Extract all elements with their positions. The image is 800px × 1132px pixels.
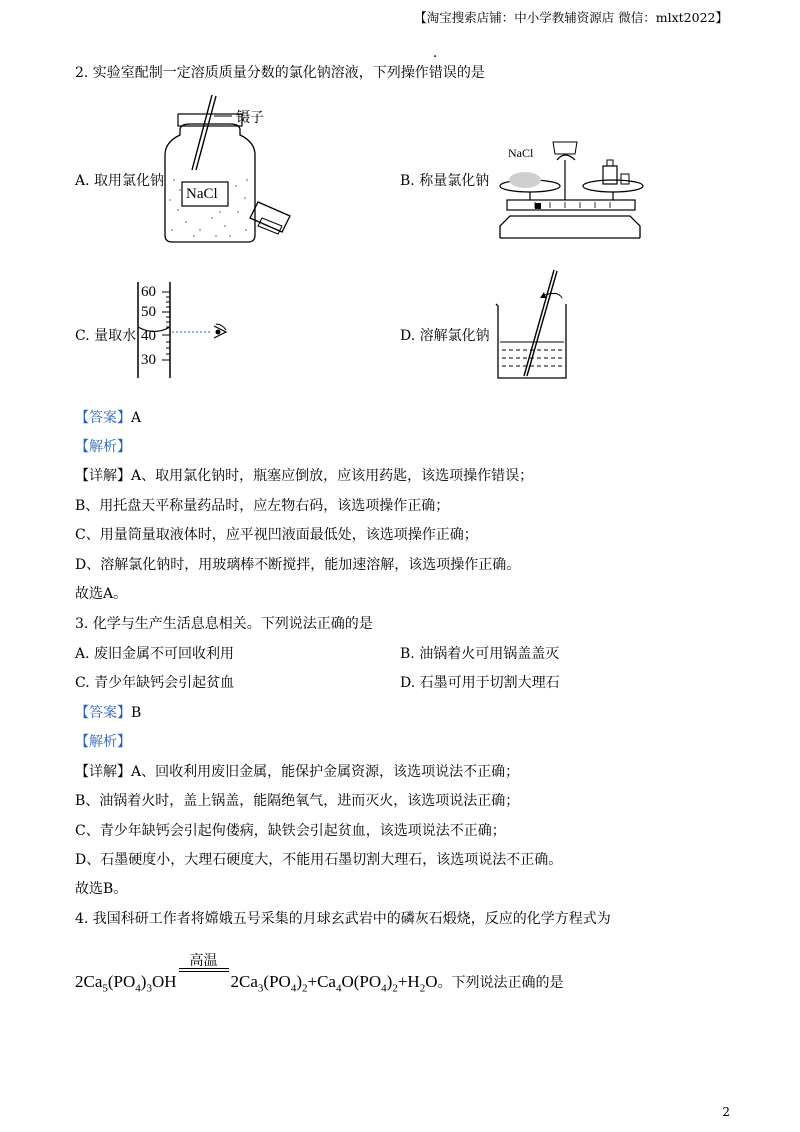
q4-stem: 4. 我国科研工作者将嫦娥五号采集的月球玄武岩中的磷灰石煅烧，反应的化学方程式为 <box>75 911 611 927</box>
answer-tag: 【答案】 <box>75 410 131 426</box>
q2-stem-tail: 的是 <box>456 65 485 81</box>
q3-option-a: A. 废旧金属不可回收利用 <box>75 646 235 662</box>
q2-answer: A <box>131 410 142 426</box>
analysis-tag: 【解析】 <box>75 439 131 455</box>
detail-tag: 【详解】 <box>75 764 131 780</box>
q3-conclusion: 故选B。 <box>75 881 128 897</box>
q3-answer: B <box>131 705 142 721</box>
q2-option-a-label: A. 取用氯化钠 <box>75 173 165 189</box>
page-number: 2 <box>722 1105 730 1119</box>
q3-stem: 3. 化学与生产生活息息相关。下列说法正确的是 <box>75 616 373 632</box>
q2-stem-emphasis: 错误 <box>428 65 457 81</box>
q2-stem-text: 2. 实验室配制一定溶质质量分数的氯化钠溶液，下列操作 <box>75 65 429 81</box>
q2-option-b-label: B. 称量氯化钠 <box>400 173 490 189</box>
shop-header: 【淘宝搜索店铺：中小学教辅资源店 微信：mlxt2022】 <box>414 10 728 25</box>
scale-30: 30 <box>141 352 156 368</box>
q2-detail-d: D、溶解氯化钠时，用玻璃棒不断搅拌，能加速溶解，该选项操作正确。 <box>75 557 521 573</box>
q3-detail-c: C、青少年缺钙会引起佝偻病，缺铁会引起贫血，该选项说法不正确； <box>75 823 506 839</box>
q2-option-d-label: D. 溶解氯化钠 <box>400 328 490 344</box>
q2-detail-b: B、用托盘天平称量药品时，应左物右码，该选项操作正确； <box>75 498 450 514</box>
q2-option-c-label: C. 量取水 <box>75 328 137 344</box>
chemical-equation: $2Ca_5(PO_4)_3OH$ 高温 $2Ca_3(PO_4)_2+Ca_4O(PO_4)_2+H_2O$。下列说法正确的是 <box>75 972 563 994</box>
q2-detail-line-a <box>75 465 533 485</box>
bottle-label: NaCl <box>186 186 218 202</box>
scale-50: 50 <box>141 304 156 320</box>
q3-detail-b: B、油锅着火时，盖上锅盖，能隔绝氧气，进而灭火，该选项说法正确； <box>75 793 520 809</box>
q4-equation-tail: 。下列说法正确的是 <box>437 975 564 991</box>
q2-detail-c: C、用量筒量取液体时，应平视凹液面最低处，该选项操作正确； <box>75 527 478 543</box>
answer-tag: 【答案】 <box>75 705 131 721</box>
scale-60: 60 <box>141 284 156 300</box>
reaction-condition <box>177 953 231 992</box>
q3-detail-line-a <box>75 761 519 781</box>
q3-analysis-line <box>75 731 131 751</box>
q3-option-b: B. 油锅着火可用锅盖盖灭 <box>400 646 560 662</box>
q3-answer-line <box>75 702 141 722</box>
scale-40: 40 <box>141 328 156 344</box>
condition-text: 高温 <box>189 953 218 969</box>
q2-detail-a: A、取用氯化钠时，瓶塞应倒放，应该用药匙，该选项操作错误； <box>131 468 534 484</box>
q3-detail-a: A、回收利用废旧金属，能保护金属资源，该选项说法不正确； <box>131 764 520 780</box>
q2-answer-line <box>75 407 141 427</box>
q2-stem <box>75 62 485 82</box>
figure-dissolve-nacl <box>492 268 572 383</box>
detail-tag: 【详解】 <box>75 468 131 484</box>
figure-take-nacl <box>150 90 310 250</box>
analysis-tag: 【解析】 <box>75 734 131 750</box>
q2-analysis-line <box>75 436 131 456</box>
q3-option-d: D. 石墨可用于切割大理石 <box>400 675 560 691</box>
q3-detail-d: D、石墨硬度小，大理石硬度大，不能用石墨切割大理石，该选项说法不正确。 <box>75 852 563 868</box>
q2-conclusion: 故选A。 <box>75 586 128 602</box>
sample-label: NaCl <box>508 146 534 160</box>
q3-option-c: C. 青少年缺钙会引起贫血 <box>75 675 235 691</box>
tweezers-label: 镊子 <box>236 110 264 126</box>
